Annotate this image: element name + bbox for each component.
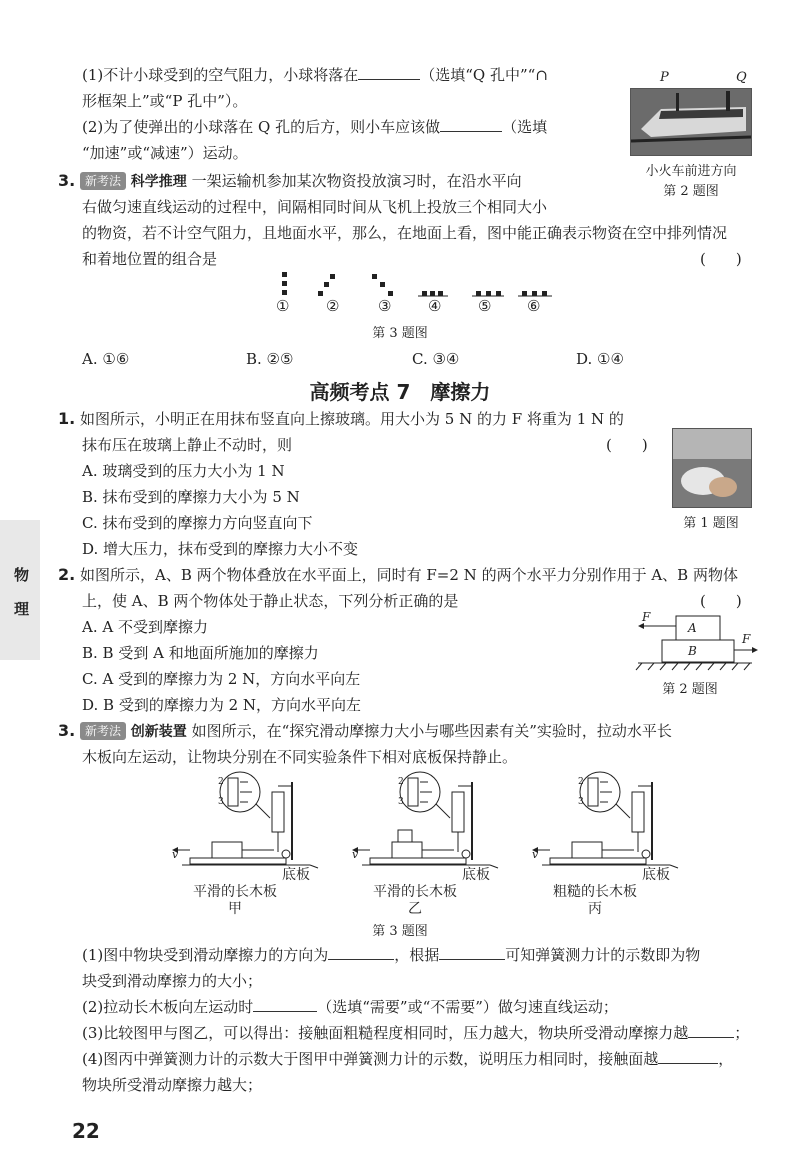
section-title: 高频考点 7 摩擦力: [309, 380, 491, 404]
apparatus-figure: [160, 768, 700, 880]
scale-mark-3: 3: [398, 797, 404, 807]
figure-caption: 第 3 题图: [372, 924, 428, 939]
figure-caption: 第 1 题图: [683, 516, 739, 531]
train-photo: [630, 88, 752, 156]
question-number: 3.: [58, 721, 76, 740]
choice-d: D. ①④: [576, 350, 624, 368]
f3-sub2-text-b: （选填“需要”或“不需要”）做匀速直线运动；: [317, 998, 618, 1016]
scale-mark-2: 2: [398, 777, 404, 787]
blank: [439, 945, 505, 960]
q3a-line2: 右做匀速直线运动的过程中，间隔相同时间从飞机上投放三个相同大小: [82, 198, 548, 216]
board-label: 平滑的长木板: [373, 884, 457, 900]
prev-q2-text-b: （选填: [502, 118, 548, 136]
velocity-label: v: [172, 848, 179, 861]
blank: [328, 945, 394, 960]
blank: [658, 1049, 718, 1064]
f3-sub4-line1: [82, 1048, 733, 1070]
f3-sub4-line2: 物块所受滑动摩擦力越大；: [82, 1076, 263, 1094]
option-label-3: ③: [378, 297, 392, 315]
choice-d: D. B 受到的摩擦力为 2 N，方向水平向左: [82, 696, 362, 714]
scale-mark-2: 2: [578, 777, 584, 787]
photo-label-p: P: [660, 70, 669, 85]
board-label: 平滑的长木板: [193, 884, 277, 900]
new-method-badge: 新考法: [80, 722, 126, 740]
option-label-5: ⑤: [478, 297, 492, 315]
base-label: 底板: [462, 867, 490, 883]
prev-q1-text-a: (1)不计小球受到的空气阻力，小球将落在: [82, 66, 359, 84]
board-label: 粗糙的长木板: [553, 884, 637, 900]
f3-text: 如图所示，在“探究滑动摩擦力大小与哪些因素有关”实验时，拉动水平长: [191, 722, 672, 740]
f1-line2: 抹布压在玻璃上静止不动时，则: [82, 436, 293, 454]
velocity-label: v: [352, 848, 359, 861]
prev-q2-line: [82, 116, 547, 138]
side-char-2: 理: [14, 600, 30, 618]
base-label: 底板: [642, 867, 670, 883]
blank: [253, 997, 317, 1012]
option-label-4: ④: [428, 297, 442, 315]
block-label-b: B: [688, 644, 697, 658]
new-method-badge: 新考法: [80, 172, 126, 190]
f2-line1: [58, 564, 738, 586]
choice-a: A. ①⑥: [82, 350, 130, 368]
choice-b: B. 抹布受到的摩擦力大小为 5 N: [82, 488, 300, 506]
f3-sub3-line: [82, 1022, 749, 1044]
question-number: 1.: [58, 409, 76, 428]
f3-sub1-text-a: (1)图中物块受到滑动摩擦力的方向为: [82, 946, 329, 964]
photo-label-q: Q: [736, 70, 747, 85]
prev-q1-text-b: （选填“Q 孔中”“∩: [420, 66, 548, 84]
f2-text: 如图所示，A、B 两个物体叠放在水平面上，同时有 F=2 N 的两个水平力分别作用于 A、B 两物体: [80, 566, 738, 584]
block-label-a: A: [688, 621, 697, 635]
force-label-left: F: [642, 610, 651, 624]
panel-name-jia: 甲: [228, 901, 242, 917]
f3-sub1-line2: 块受到滑动摩擦力的大小；: [82, 972, 263, 990]
figure-caption: 第 2 题图: [662, 682, 718, 697]
page-number: 22: [72, 1119, 100, 1143]
subject-side-tab: [0, 520, 40, 660]
f3-sub1-text-c: 可知弹簧测力计的示数即为物: [505, 946, 701, 964]
choice-b: B. B 受到 A 和地面所施加的摩擦力: [82, 644, 319, 662]
option-label-2: ②: [326, 297, 340, 315]
answer-paren: ( ): [700, 592, 742, 610]
side-char-1: 物: [14, 566, 30, 584]
prev-q1-line2: 形框架上”或“P 孔中”）。: [82, 92, 248, 110]
figure-caption: 第 3 题图: [372, 326, 428, 341]
train-photo-image: [631, 89, 751, 155]
photo-caption-direction: 小火车前进方向: [645, 164, 737, 179]
answer-paren: ( ): [606, 436, 648, 454]
base-label: 底板: [282, 867, 310, 883]
q3a-line4: 和着地位置的组合是: [82, 250, 218, 268]
wiping-glass-photo: [672, 428, 752, 508]
question-number: 2.: [58, 565, 76, 584]
blank: [440, 117, 502, 132]
f3-sub1-text-b: ，根据: [394, 946, 440, 964]
scale-mark-2: 2: [218, 777, 224, 787]
panel-name-bing: 丙: [588, 901, 602, 917]
q3a-text: 一架运输机参加某次物资投放演习时，在沿水平向: [191, 172, 522, 190]
question-tag: 创新装置: [130, 724, 187, 740]
blank: [358, 65, 420, 80]
f3-sub4-text-b: ，: [718, 1050, 734, 1068]
question-tag: 科学推理: [130, 174, 187, 190]
panel-name-yi: 乙: [408, 901, 422, 917]
option-label-6: ⑥: [527, 297, 541, 315]
scale-mark-3: 3: [218, 797, 224, 807]
answer-paren: ( ): [700, 250, 742, 268]
drop-pattern-figure: [270, 270, 560, 320]
velocity-label: v: [532, 848, 539, 861]
choice-d: D. 增大压力，抹布受到的摩擦力大小不变: [82, 540, 359, 558]
f3-sub2-text-a: (2)拉动长木板向左运动时: [82, 998, 254, 1016]
question-number: 3.: [58, 171, 76, 190]
blank: [688, 1023, 734, 1038]
f3-sub3-text-b: ；: [734, 1024, 750, 1042]
choice-b: B. ②⑤: [246, 350, 294, 368]
f3-line2: 木板向左运动，让物块分别在不同实验条件下相对底板保持静止。: [82, 748, 518, 766]
f3-sub2-line: [82, 996, 618, 1018]
wiping-glass-image: [673, 429, 751, 507]
choice-c: C. 抹布受到的摩擦力方向竖直向下: [82, 514, 313, 532]
scale-mark-3: 3: [578, 797, 584, 807]
q3a-line1: [58, 170, 522, 193]
f3-line1: [58, 720, 672, 743]
force-label-right: F: [742, 632, 751, 646]
prev-q2-text-a: (2)为了使弹出的小球落在 Q 孔的后方，则小车应该做: [82, 118, 441, 136]
choice-c: C. ③④: [412, 350, 460, 368]
choice-a: A. A 不受到摩擦力: [82, 618, 208, 636]
f3-sub1-line1: [82, 944, 700, 966]
f2-line2: 上，使 A、B 两个物体处于静止状态，下列分析正确的是: [82, 592, 459, 610]
f3-sub4-text-a: (4)图丙中弹簧测力计的示数大于图甲中弹簧测力计的示数，说明压力相同时，接触面越: [82, 1050, 659, 1068]
f3-sub3-text-a: (3)比较图甲与图乙，可以得出：接触面粗糙程度相同时，压力越大，物块所受滑动摩擦力越: [82, 1024, 689, 1042]
prev-q2-line2: “加速”或“减速”）运动。: [82, 144, 248, 162]
f1-line1: [58, 408, 624, 430]
option-label-1: ①: [276, 297, 290, 315]
f1-text: 如图所示，小明正在用抹布竖直向上擦玻璃。用大小为 5 N 的力 F 将重为 1 N 的: [80, 410, 624, 428]
choice-a: A. 玻璃受到的压力大小为 1 N: [82, 462, 285, 480]
q3a-line3: 的物资，若不计空气阻力，且地面水平，那么，在地面上看，图中能正确表示物资在空中排列情况: [82, 224, 728, 242]
choice-c: C. A 受到的摩擦力为 2 N，方向水平向左: [82, 670, 361, 688]
prev-q1-line: [82, 64, 548, 86]
photo-caption: 第 2 题图: [663, 184, 719, 199]
